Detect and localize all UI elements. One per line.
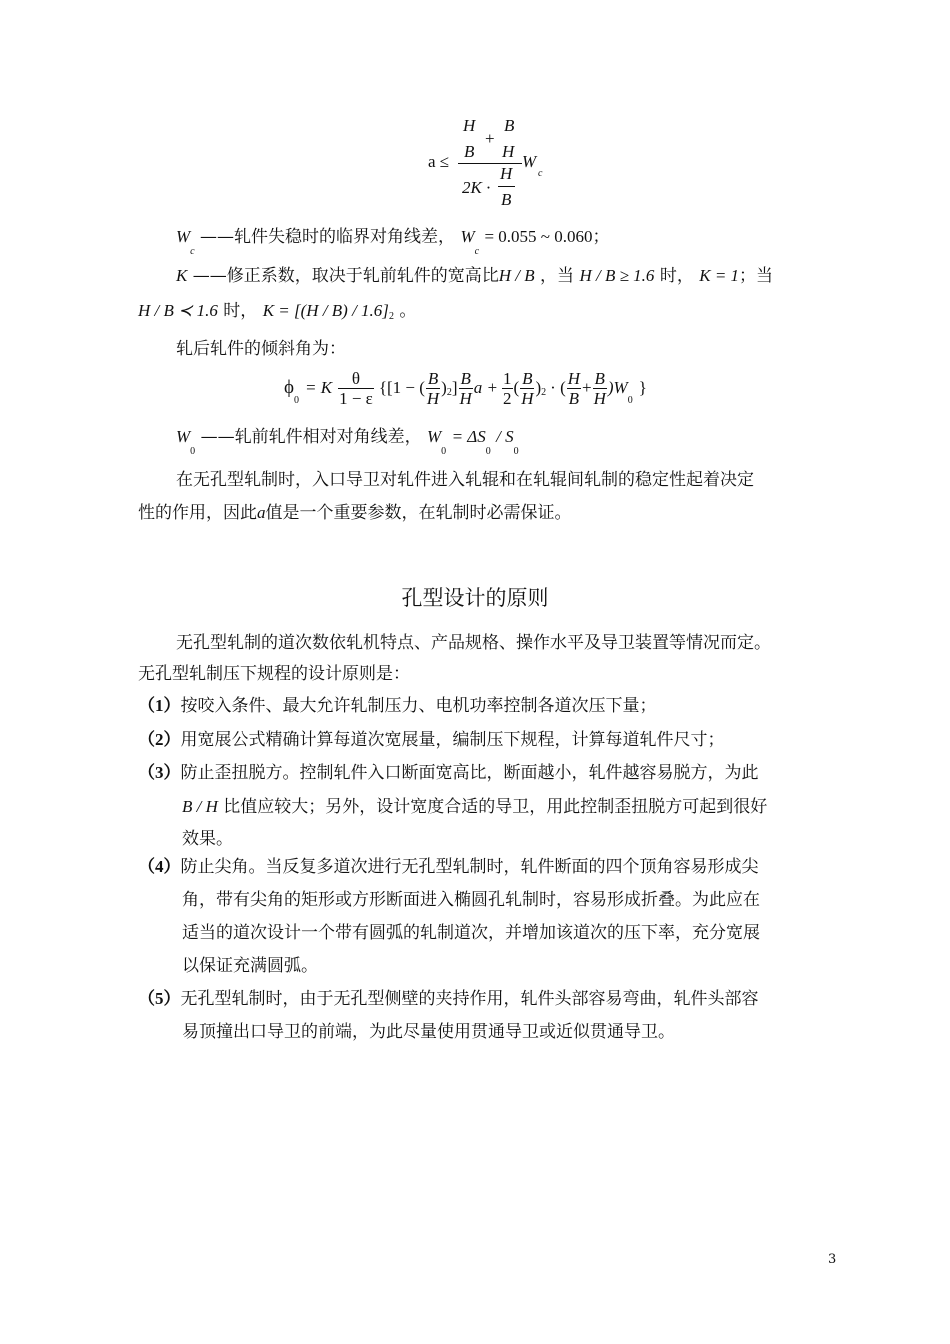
w0-symbol-2: W — [426, 427, 442, 446]
phi-close-3: )W — [607, 378, 628, 397]
formula-a-den-b: B — [501, 190, 512, 209]
k-text-2: 时， — [659, 266, 694, 286]
phi-h2: H — [459, 388, 472, 408]
k-cond-1: H / B ≥ 1.6 — [579, 266, 655, 285]
phi-h5: H — [593, 388, 606, 408]
phi-b1: B — [427, 368, 439, 388]
list-item-text: 无孔型轧制时，由于无孔型侧壁的夹持作用，轧件头部容易弯曲，轧件头部容 — [180, 989, 759, 1009]
list-item-number: （2） — [138, 730, 181, 749]
wc-symbol-2: W — [460, 227, 475, 246]
k-end: ；当 — [739, 266, 774, 286]
k-exponent: 2 — [388, 311, 394, 322]
phi-h1: H — [426, 388, 440, 408]
w0-definition-line — [176, 426, 519, 457]
w0-text: ——轧前轧件相对对角线差， — [200, 427, 422, 447]
phi-h4: H — [567, 368, 581, 388]
paragraph-principles-line-2: 无孔型轧制压下规程的设计原则是： — [138, 664, 410, 684]
paragraph-guide-line-2 — [138, 502, 572, 524]
w0-slash: / S — [496, 427, 514, 446]
formula-a-main-bar — [458, 163, 522, 164]
phi-frac-half — [502, 369, 513, 408]
phi-b4: B — [568, 388, 580, 408]
formula-a-den-h: H — [500, 164, 513, 183]
list-item-number: （3） — [138, 763, 181, 782]
phi-a-plus: a + — [473, 378, 499, 397]
formula-a-w: W — [522, 152, 537, 171]
list-item-4-line-4: 以保证充满圆弧。 — [182, 956, 318, 976]
w0-subscript-2: 0 — [441, 446, 447, 457]
list-item-4-line-2: 角，带有尖角的矩形或方形断面进入椭圆孔轧制时，容易形成折叠。为此应在 — [182, 890, 760, 910]
phi-frac-1 — [426, 369, 440, 408]
w0-eq: = ΔS — [451, 427, 486, 446]
formula-a-den-left: 2K · — [462, 178, 491, 197]
wc-subscript: c — [190, 246, 195, 257]
w0-symbol: W — [176, 427, 191, 446]
phi-b2: B — [460, 368, 471, 388]
phi-dot-open: · ( — [550, 378, 566, 397]
list-item-3-line-3: 效果。 — [182, 829, 233, 849]
phi-bracket-close: ] — [451, 378, 458, 397]
phi-w-subscript: 0 — [627, 394, 633, 406]
list-item-text: 比值应较大；另外，设计宽度合适的导卫，用此控制歪扭脱方可起到很好 — [223, 797, 768, 817]
list-item-3 — [138, 762, 759, 784]
phi-frac-5 — [593, 369, 607, 408]
formula-a-top-b: B — [504, 116, 515, 135]
section-heading: 孔型设计的原则 — [401, 586, 549, 610]
phi-one: 1 — [503, 368, 512, 388]
w0-subscript: 0 — [190, 446, 196, 457]
list-item-5 — [138, 988, 759, 1010]
wc-text: ——轧件失稳时的临界对角线差， — [200, 227, 456, 247]
phi-theta-fraction — [338, 369, 374, 408]
phi-open-2: ( — [513, 378, 520, 397]
wc-end: ； — [592, 227, 610, 247]
list-item-text: 防止歪扭脱方。控制轧件入口断面宽高比，断面越小，轧件越容易脱方，为此 — [180, 763, 759, 783]
formula-a-mid-h: H — [502, 142, 515, 161]
list-item-text: 按咬入条件、最大允许轧制压力、电机功率控制各道次压下量； — [180, 696, 657, 716]
phi-close-1: ) — [441, 378, 447, 397]
formula-phi — [284, 362, 647, 414]
formula-a — [428, 112, 578, 212]
formula-a-lhs: a ≤ — [428, 152, 450, 171]
wc-value: = 0.055 ~ 0.060 — [484, 227, 593, 246]
formula-a-den-bar — [498, 186, 515, 187]
paragraph-guide-a-symbol: a — [257, 503, 266, 522]
phi-exp-1: 2 — [446, 386, 452, 398]
k-expr: K = [(H / B) / 1.6] — [262, 301, 389, 320]
list-item-number: （4） — [138, 857, 181, 876]
phi-h3: H — [521, 388, 534, 408]
phi-b3: B — [522, 368, 533, 388]
k-definition-line-2 — [138, 300, 416, 325]
list-item-ratio: B / H — [182, 797, 218, 816]
wc-definition-line — [176, 226, 610, 257]
phi-plus: + — [582, 378, 592, 397]
wc-subscript-2: c — [474, 246, 480, 257]
list-item-3-line-2 — [182, 796, 767, 818]
list-item-number: （1） — [138, 696, 181, 715]
tilt-intro: 轧后轧件的倾斜角为： — [176, 339, 346, 359]
k-ratio: H / B — [498, 266, 535, 285]
k-symbol: K — [176, 266, 188, 285]
paragraph-guide-text-a: 性的作用，因此 — [138, 503, 257, 523]
formula-a-mid-b: B — [464, 142, 475, 161]
paragraph-guide-line-1: 在无孔型轧制时，入口导卫对轧件进入轧辊和在轧辊间轧制的稳定性起着决定 — [176, 470, 754, 490]
list-item-text: 用宽展公式精确计算每道次宽展量，编制压下规程，计算每道轧件尺寸； — [180, 730, 725, 750]
phi-two: 2 — [503, 388, 512, 408]
page-number: 3 — [828, 1252, 837, 1267]
paragraph-guide-text-b: 值是一个重要参数，在轧制时必需保证。 — [265, 503, 572, 523]
phi-brace-open: {[1 − ( — [378, 378, 425, 397]
list-item-4-line-3: 适当的道次设计一个带有圆弧的轧制道次，并增加该道次的压下率，充分宽展 — [182, 923, 760, 943]
phi-exp-2: 2 — [541, 386, 547, 398]
s0-subscript: 0 — [485, 446, 491, 457]
phi-frac-2 — [459, 369, 473, 408]
k-cond-2: H / B ≺ 1.6 — [138, 301, 218, 320]
list-item-number: （5） — [138, 989, 181, 1008]
list-item-5-line-2: 易顶撞出口导卫的前端，为此尽量使用贯通导卫或近似贯通导卫。 — [182, 1022, 675, 1042]
k-eq: K = 1 — [699, 266, 740, 285]
phi-close-2: ) — [535, 378, 542, 397]
wc-symbol: W — [176, 227, 191, 246]
formula-a-top-h: H — [463, 116, 476, 135]
phi-b5: B — [594, 368, 605, 388]
phi-theta: θ — [351, 368, 361, 388]
list-item-text: 防止尖角。当反复多道次进行无孔型轧制时，轧件断面的四个顶角容易形成尖 — [180, 857, 759, 877]
paragraph-principles-line-1: 无孔型轧制的道次数依轧机特点、产品规格、操作水平及导卫装置等情况而定。 — [176, 633, 771, 653]
phi-symbol: ϕ — [284, 377, 295, 398]
phi-frac-3 — [520, 369, 534, 408]
phi-brace-close: } — [638, 378, 647, 397]
k-text: ——修正系数，取决于轧前轧件的宽高比 — [192, 266, 499, 286]
list-item-4 — [138, 856, 759, 878]
phi-one-minus-eps: 1 − ε — [339, 388, 373, 408]
k-end-2: 。 — [399, 301, 417, 321]
k-definition-line-1 — [176, 265, 773, 287]
list-item-1 — [138, 695, 657, 717]
formula-a-top-plus: + — [485, 129, 495, 148]
k-comma: ，当 — [540, 266, 575, 286]
formula-a-w-sub: c — [538, 168, 543, 179]
s0-subscript-2: 0 — [513, 446, 519, 457]
list-item-2 — [138, 729, 725, 751]
phi-eq: = K — [305, 378, 333, 397]
k-text-3: 时， — [223, 301, 258, 321]
phi-frac-4 — [567, 369, 581, 408]
phi-subscript: 0 — [294, 394, 300, 406]
